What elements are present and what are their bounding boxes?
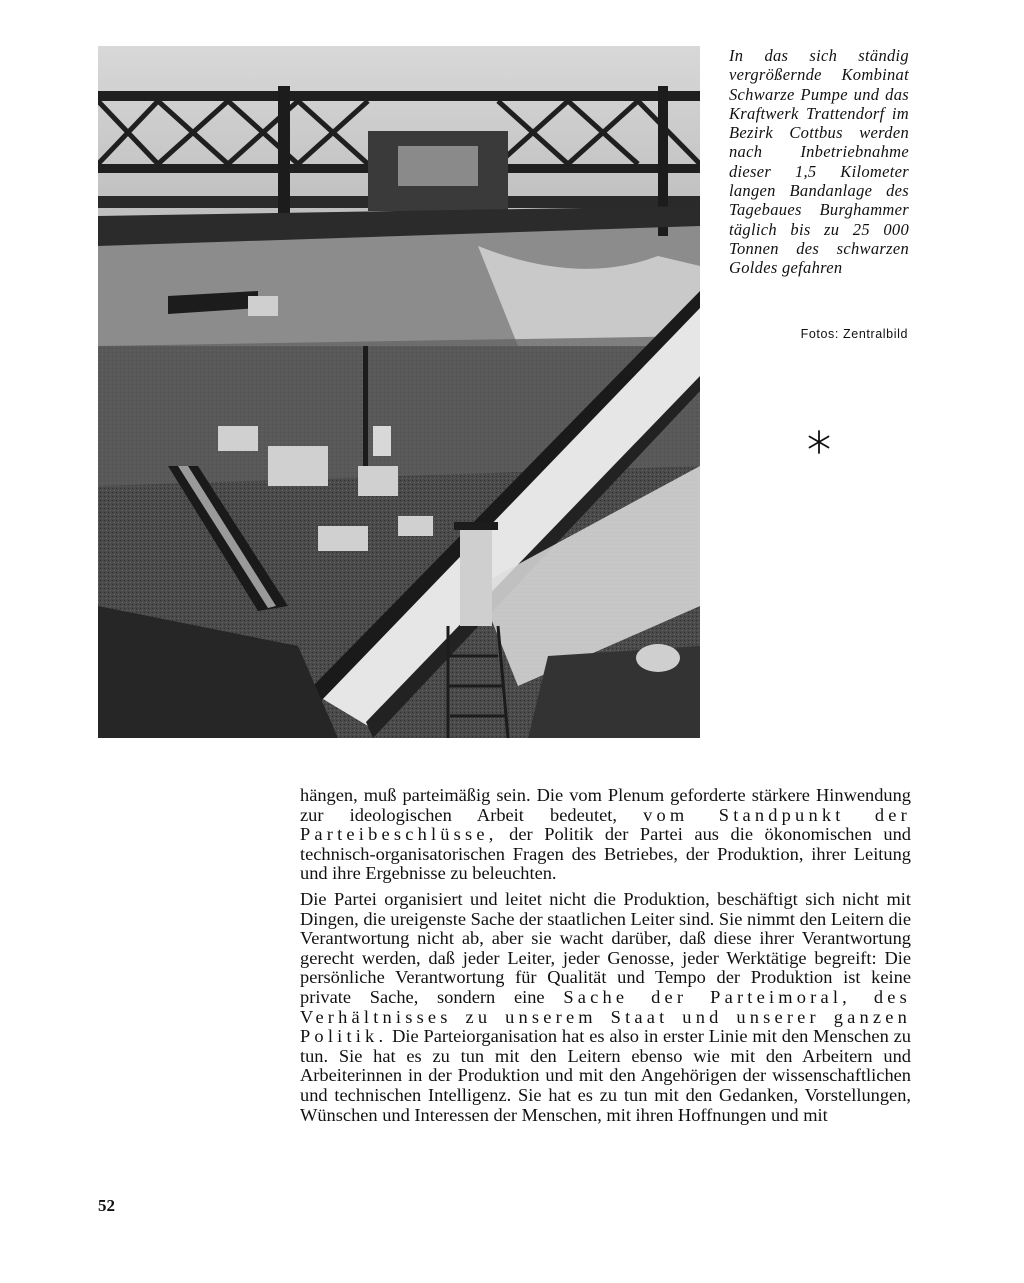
emphasis-spaced: Sache der Parteimoral, des Verhältnisses zu unserem Staat und unserer ganzen Politik. (300, 986, 911, 1047)
photo-credit: Fotos: Zentralbild (800, 327, 908, 341)
text-run: hängen, muß parteimäßig sein. Die vom Plenum geforderte stärkere Hinwendung zur ideologischen Arbeit bedeutet, (300, 785, 911, 825)
paragraph-1 (300, 786, 911, 884)
text-run: Die Parteiorganisation hat es also in erster Linie mit den Menschen zu tun. Sie hat es zu tun mit den Leitern ebenso wie mit den Arbeitern und Arbeiterinnen in der Produktion und mit den Angehörigen der wissenschaftlichen und technischen Intelligenz. Sie hat es zu tun mit den Gedanken, Vorstellungen, Wünschen und Interessen der Menschen, mit ihren Hoffnungen und mit (300, 1026, 911, 1125)
asterisk-icon (805, 428, 833, 456)
photo-caption: In das sich ständig vergrößernde Kombinat Schwarze Pumpe und das Kraftwerk Trattendorf im Bezirk Cottbus werden nach Inbetriebnahme dieser 1,5 Kilometer langen Bandanlage des Tagebaues Burghammer täglich bis zu 25 000 Tonnen des schwarzen Goldes gefahren (729, 46, 909, 278)
text-run: Die Partei organisiert und leitet nicht die Produktion, beschäftigt sich nicht mit Dingen, die ureigenste Sache der staatlichen Leiter sind. Sie nimmt den Leitern die Verantwortung nicht ab, aber sie wacht darüber, daß diese ihrer Verantwortung gerecht werden, daß jeder Leiter, jeder Genosse, jeder Werktätige begreift: Die persönliche Verantwortung für Qualität und Tempo der Produktion ist keine private Sache, sondern eine (300, 888, 911, 1007)
article-body (300, 786, 911, 1125)
page-number: 52 (98, 1196, 115, 1215)
conveyor-photo (98, 46, 700, 738)
paragraph-2 (300, 890, 911, 1125)
text-run: der Politik der Partei aus die ökonomischen und technisch-organisatorischen Fragen des Betriebes, der Produktion, ihrer Leitung und ihre Ergebnisse zu beleuchten. (300, 824, 911, 884)
emphasis-spaced: vom Standpunkt der Parteibeschlüsse, (300, 804, 911, 845)
